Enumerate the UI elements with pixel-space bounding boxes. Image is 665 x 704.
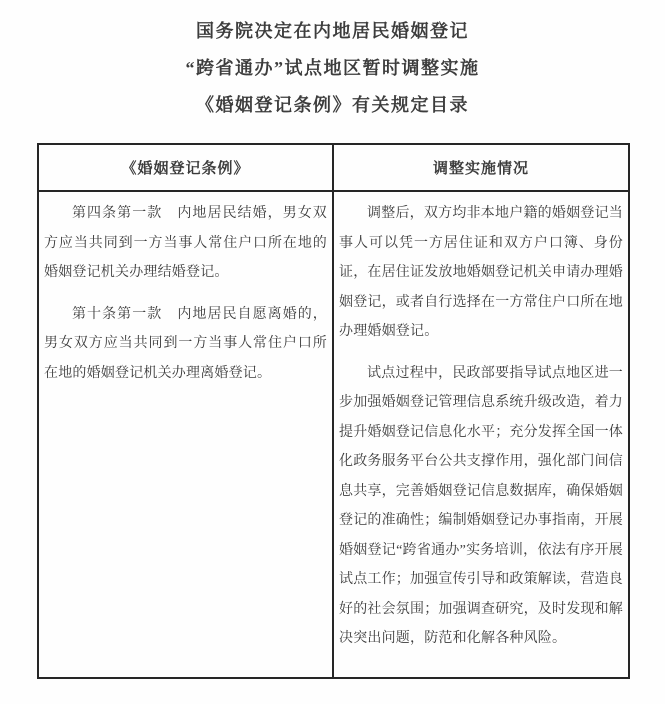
regulation-paragraph-2: 第十条第一款 内地居民自愿离婚的，男女双方应当共同到一方当事人常住户口所在地的婚姻登记机关办理离婚登记。: [44, 306, 327, 381]
regulation-paragraph-1: 第四条第一款 内地居民结婚，男女双方应当共同到一方当事人常住户口所在地的婚姻登记机关办理结婚登记。: [44, 206, 327, 280]
table-header-row: [38, 144, 629, 191]
title-line-2: “跨省通办”试点地区暂时调整实施: [185, 58, 480, 78]
document-title: [0, 0, 665, 124]
header-adjustment-column: 调整实施情况: [333, 144, 629, 191]
adjustment-paragraph-2: 试点过程中，民政部要指导试点地区进一步加强婚姻登记管理信息系统升级改造，着力提升婚姻登记信息化水平；充分发挥全国一体化政务服务平台公共支撑作用，强化部门间信息共享，完善婚姻登记信息数据库，确保婚姻登记的准确性；编制婚姻登记办事指南，开展婚姻登记“跨省通办”实务培训，依法有序开展试点工作；加强宣传引导和政策解读，营造良好的社会氛围；加强调查研究，及时发现和解决突出问题，防范和化解各种风险。: [339, 365, 623, 646]
header-regulation-column: 《婚姻登记条例》: [38, 144, 333, 191]
title-line-3: 《婚姻登记条例》有关规定目录: [196, 95, 469, 115]
adjustment-cell: [333, 191, 629, 678]
table-body-row: [38, 191, 629, 678]
title-line-1: 国务院决定在内地居民婚姻登记: [196, 21, 469, 41]
adjustment-paragraph-1: 调整后，双方均非本地户籍的婚姻登记当事人可以凭一方居住证和双方户口簿、身份证，在居住证发放地婚姻登记机关申请办理婚姻登记，或者自行选择在一方常住户口所在地办理婚姻登记。: [339, 206, 623, 339]
comparison-table: [37, 143, 630, 679]
regulation-cell: [38, 191, 333, 678]
